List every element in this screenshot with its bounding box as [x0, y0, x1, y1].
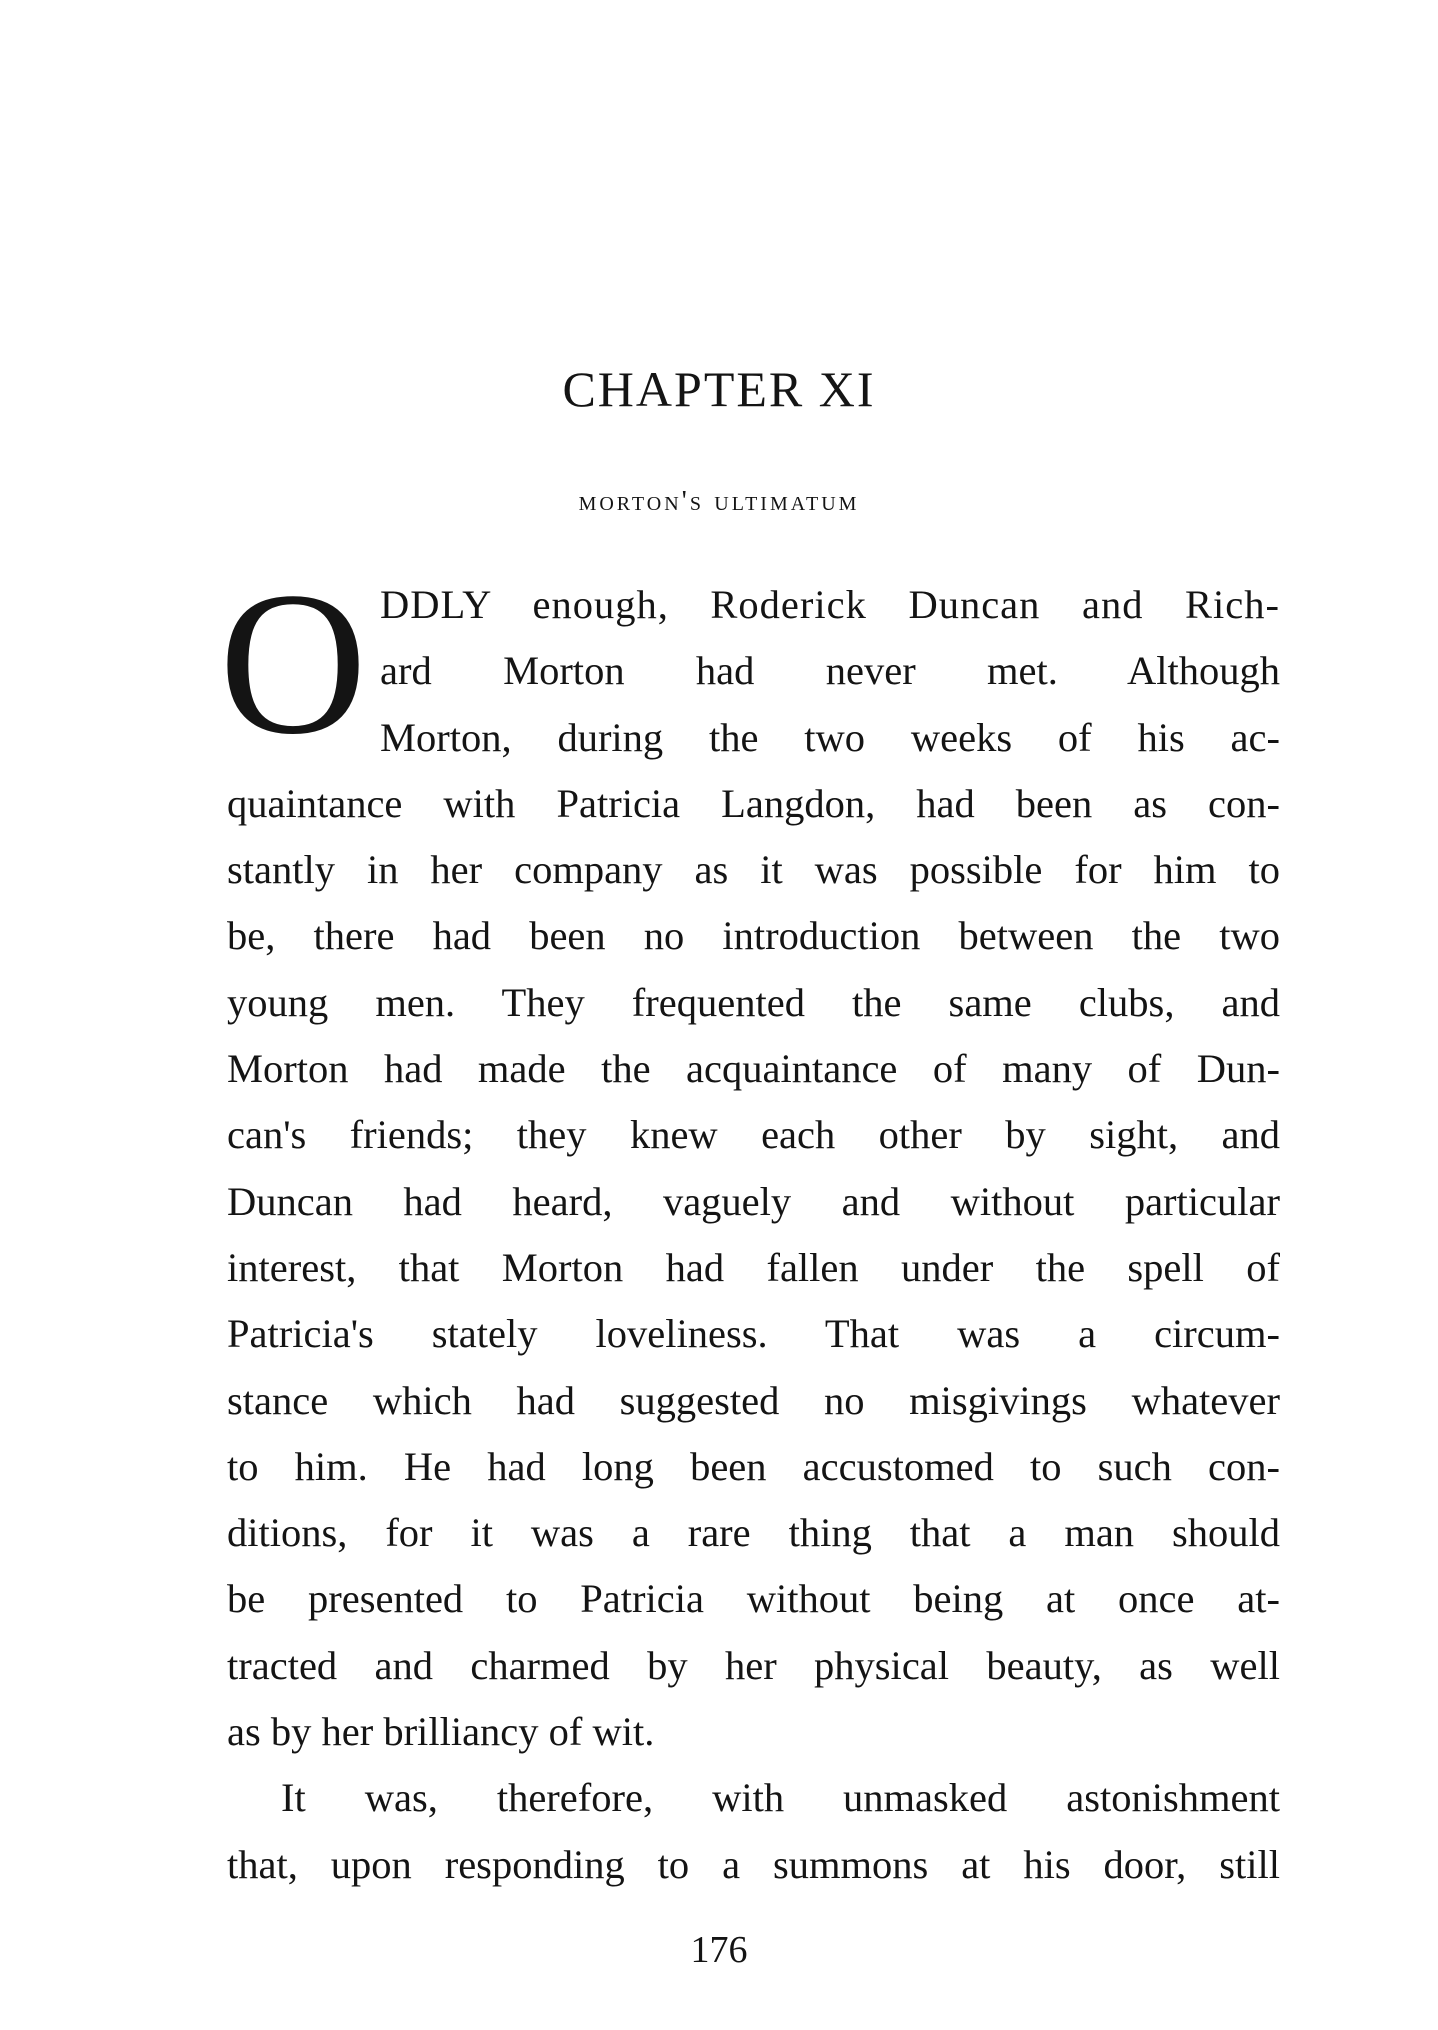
text-line: Morton, during the two weeks of his ac- [380, 714, 1280, 760]
text-line: that, upon responding to a summons at his door, still [227, 1841, 1280, 1887]
text-line: as by her brilliancy of wit. [227, 1709, 655, 1755]
text-line: ard Morton had never met. Although [380, 648, 1280, 694]
text-line: be, there had been no introduction between the two [227, 913, 1280, 959]
body-text [219, 550, 1280, 1898]
text-line: be presented to Patricia without being at once at- [227, 1576, 1280, 1622]
text-line: quaintance with Patricia Langdon, had been as con- [227, 780, 1280, 826]
text-line: ditions, for it was a rare thing that a man should [227, 1510, 1280, 1556]
text-line: tracted and charmed by her physical beauty, as well [227, 1642, 1280, 1688]
text-line: stance which had suggested no misgivings whatever [227, 1377, 1280, 1423]
chapter-subtitle: morton's ultimatum [578, 485, 860, 517]
chapter-title: CHAPTER XI [562, 361, 876, 417]
text-line: DDLY enough, Roderick Duncan and Rich- [380, 582, 1280, 627]
text-line: Patricia's stately loveliness. That was a circum- [227, 1311, 1280, 1357]
text-line: Duncan had heard, vaguely and without particular [227, 1178, 1280, 1224]
text-line: can's friends; they knew each other by sight, and [227, 1112, 1280, 1158]
text-line: young men. They frequented the same clubs, and [227, 979, 1280, 1025]
text-line: interest, that Morton had fallen under the spell of [227, 1244, 1280, 1290]
text-line: stantly in her company as it was possible for him to [227, 847, 1280, 893]
text-line: to him. He had long been accustomed to such con- [227, 1443, 1280, 1489]
drop-cap: O [219, 550, 368, 777]
text-line: It was, therefore, with unmasked astonishment [281, 1775, 1280, 1821]
page-number: 176 [690, 1929, 748, 1971]
text-line: Morton had made the acquaintance of many of Dun- [227, 1046, 1280, 1092]
